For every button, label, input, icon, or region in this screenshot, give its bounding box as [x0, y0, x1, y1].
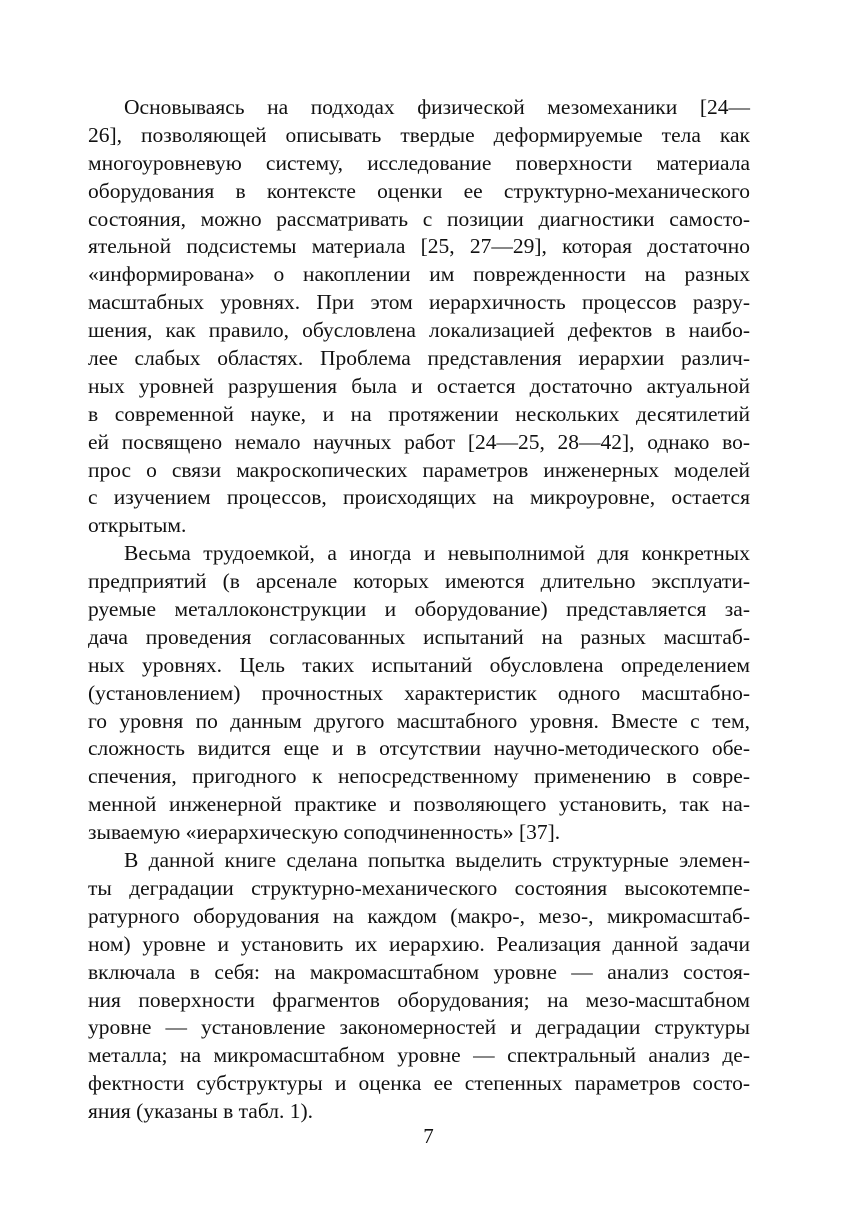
paragraph-2-line-9: спечения, пригодного к непосредственному применению в совре- — [88, 764, 750, 789]
paragraph-2-line-10: менной инженерной практике и позволяющего установить, так на- — [88, 792, 750, 817]
paragraph-2-line-4: дача проведения согласованных испытаний на разных масштаб- — [88, 624, 750, 649]
paragraph-1-line-9: шения, как правило, обусловлена локализацией дефектов в наибо- — [88, 318, 750, 343]
paragraph-1-line-5: состояния, можно рассматривать с позиции диагностики самосто- — [88, 206, 750, 231]
paragraph-3-line-8: металла; на микромасштабном уровне — спектральный анализ де- — [88, 1043, 750, 1068]
page-number: 7 — [423, 1124, 434, 1148]
paragraph-2-line-5: ных уровнях. Цель таких испытаний обусловлена определением — [88, 652, 750, 677]
paragraph-3-line-5: включала в себя: на макромасштабном уровне — анализ состоя- — [88, 959, 750, 984]
paragraph-2-line-1: Весьма трудоемкой, а иногда и невыполнимой для конкретных — [124, 541, 750, 566]
paragraph-2-line-3: руемые металлоконструкции и оборудование) представляется за- — [88, 597, 750, 622]
paragraph-1-line-1: Основываясь на подходах физической мезомеханики [24— — [124, 95, 750, 119]
body-text — [88, 94, 750, 1126]
paragraph-2-line-2: предприятий (в арсенале которых имеются длительно эксплуати- — [88, 569, 750, 594]
paragraph-1-line-7: «информирована» о накоплении им поврежденности на разных — [88, 262, 750, 287]
paragraph-1-line-11: ных уровней разрушения была и остается достаточно актуальной — [88, 373, 750, 398]
paragraph-1-line-8: масштабных уровнях. При этом иерархичность процессов разру- — [88, 290, 750, 315]
paragraph-3-line-2: ты деградации структурно-механического состояния высокотемпе- — [88, 875, 750, 900]
paragraph-3-line-4: ном) уровне и установить их иерархию. Реализация данной задачи — [88, 931, 750, 956]
paragraph-1-line-10: лее слабых областях. Проблема представления иерархии различ- — [88, 346, 750, 371]
paragraph-3-line-9: фектности субструктуры и оценка ее степенных параметров состо- — [88, 1071, 750, 1096]
paragraph-2-line-8: сложность видится еще и в отсутствии научно-методического обе- — [88, 736, 750, 761]
paragraph-2-line-11: зываемую «иерархическую соподчиненность» [37]. — [88, 820, 561, 845]
paragraph-3-line-7: уровне — установление закономерностей и деградации структуры — [88, 1015, 750, 1040]
paragraph-1-line-15: с изучением процессов, происходящих на микроуровне, остается — [88, 485, 750, 510]
paragraph-3-line-6: ния поверхности фрагментов оборудования; на мезо-масштабном — [88, 987, 750, 1012]
paragraph-3-line-10: яния (указаны в табл. 1). — [88, 1099, 313, 1124]
paragraph-1-line-2: 26], позволяющей описывать твердые деформируемые тела как — [88, 122, 750, 147]
paragraph-1-line-13: ей посвящено немало научных работ [24—25, 28—42], однако во- — [88, 429, 750, 454]
paragraph-1-line-3: многоуровневую систему, исследование поверхности материала — [88, 150, 750, 175]
paragraph-1-line-4: оборудования в контексте оценки ее структурно-механического — [88, 178, 750, 203]
paragraph-2-line-7: го уровня по данным другого масштабного уровня. Вместе с тем, — [88, 708, 750, 733]
paragraph-1-line-16: открытым. — [88, 513, 187, 538]
paragraph-3-line-1: В данной книге сделана попытка выделить структурные элемен- — [124, 848, 750, 873]
paragraph-1-line-12: в современной науке, и на протяжении нескольких десятилетий — [88, 401, 750, 426]
paragraph-1-line-14: прос о связи макроскопических параметров инженерных моделей — [88, 457, 750, 482]
paragraph-1-line-6: ятельной подсистемы материала [25, 27—29], которая достаточно — [88, 234, 750, 259]
paragraph-3-line-3: ратурного оборудования на каждом (макро-, мезо-, микромасштаб- — [88, 903, 750, 928]
paragraph-2-line-6: (установлением) прочностных характеристик одного масштабно- — [88, 680, 750, 705]
